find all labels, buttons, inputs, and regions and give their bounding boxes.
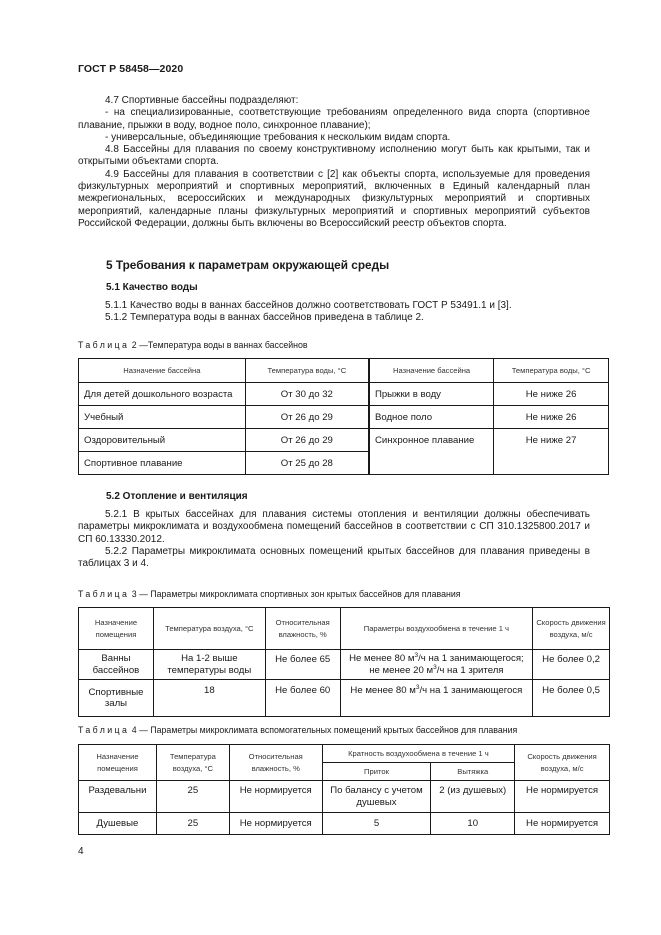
table-3-header-cell: Параметры воздухообмена в течение 1 ч — [340, 608, 532, 650]
table-cell: От 26 до 29 — [245, 429, 369, 452]
table-3-header-cell: Температура воздуха, °С — [153, 608, 265, 650]
superscript: 3 — [433, 663, 437, 671]
table-row — [79, 406, 609, 429]
table-2-caption — [78, 340, 308, 350]
paragraph-4-9: 4.9 Бассейны для плавания в соответствии с [2] как объекты спорта, используемые для проведения физкультурных мероприятий и спортивных мероприятий, включенных в Единый календарный план межрегиональных, всероссийских и международных физкультурных мероприятий и спортивных мероприятий, календарные планы физкультурных мероприятий и спортивных мероприятий субъектов Российской Федерации, должны быть включены во Всероссийский реестр объектов спорта. — [78, 168, 590, 229]
table-cell: Не более 0,2 — [533, 650, 610, 680]
table-cell — [340, 650, 532, 680]
table-row — [79, 650, 610, 680]
table-cell: Не нормируется — [229, 781, 322, 813]
air-exchange-line: /ч на 1 зрителя — [436, 664, 504, 676]
table-3-header-row — [79, 608, 610, 650]
table-cell: 18 — [153, 680, 265, 717]
table-cell: Спортивное плавание — [79, 452, 246, 475]
section-4-text — [78, 95, 590, 230]
page-number: 4 — [78, 846, 84, 857]
table-cell: Прыжки в воду — [369, 383, 494, 406]
table-row — [79, 383, 609, 406]
section-5-1-text — [78, 300, 590, 325]
table-3-title: 3 — Параметры микроклимата спортивных зон крытых бассейнов для плавания — [131, 589, 461, 599]
table-3-header-cell: Скорость движения воздуха, м/с — [533, 608, 610, 650]
table-2 — [78, 358, 609, 475]
table-3-header-cell: Относительная влажность, % — [265, 608, 340, 650]
air-exchange-line: не менее 20 м — [369, 664, 434, 676]
table-2-header-cell: Температура воды, °С — [494, 359, 609, 383]
table-4 — [78, 744, 610, 835]
table-3-header-cell: Назначение помещения — [79, 608, 154, 650]
table-cell: 2 (из душевых) — [431, 781, 515, 813]
table-4-header-cell: Температура воздуха, °С — [156, 745, 229, 781]
table-cell: Не нормируется — [515, 781, 610, 813]
table-cell: Не нормируется — [515, 813, 610, 835]
paragraph-5-1-1: 5.1.1 Качество воды в ваннах бассейнов должно соответствовать ГОСТ Р 53491.1 и [3]. — [105, 300, 512, 311]
table-2-header-cell: Температура воды, °С — [245, 359, 369, 383]
table-cell: Ванны бассейнов — [79, 650, 154, 680]
table-4-header-cell: Назначение помещения — [79, 745, 157, 781]
table-cell: 25 — [156, 813, 229, 835]
subsection-5-1-heading: 5.1 Качество воды — [106, 282, 198, 293]
paragraph-4-7-item-2: - универсальные, объединяющие требования к нескольким видам спорта. — [105, 131, 451, 143]
air-exchange-line: Не менее 80 м — [349, 653, 415, 664]
table-cell: По балансу с учетом душевых — [322, 781, 431, 813]
table-4-header-cell: Относительная влажность, % — [229, 745, 322, 781]
table-4-caption — [78, 725, 517, 735]
paragraph-4-8: 4.8 Бассейны для плавания по своему конструктивному исполнению могут быть как крытыми, так и открытыми объектами спорта. — [78, 144, 590, 168]
table-cell: Раздевальни — [79, 781, 157, 813]
table-4-header-cell: Кратность воздухообмена в течение 1 ч — [322, 745, 514, 763]
paragraph-5-2-2: 5.2.2 Параметры микроклимата основных помещений крытых бассейнов для плавания приведены в таблицах 3 и 4. — [78, 545, 590, 570]
table-cell: Не ниже 27 — [494, 429, 609, 475]
table-2-header-row — [79, 359, 609, 383]
table-cell: Не более 60 — [265, 680, 340, 717]
paragraph-5-1-2: 5.1.2 Температура воды в ваннах бассейнов приведена в таблице 2. — [105, 312, 424, 324]
table-cell — [340, 680, 532, 717]
table-cell: Спортивные залы — [79, 680, 154, 717]
table-cell: Не более 65 — [265, 650, 340, 680]
table-3-label: Таблица — [78, 589, 130, 599]
table-cell: Не ниже 26 — [494, 383, 609, 406]
table-cell: От 25 до 28 — [245, 452, 369, 475]
table-cell: Водное поло — [369, 406, 494, 429]
paragraph-5-2-1: 5.2.1 В крытых бассейнах для плавания системы отопления и вентиляции должны обеспечивать параметры микроклимата и воздухообмена помещений бассейнов в соответствии с СП 310.1325800.2017 и СП 60.13330.2012. — [78, 509, 590, 545]
subsection-5-2-heading: 5.2 Отопление и вентиляция — [106, 491, 248, 502]
table-2-header-cell: Назначение бассейна — [79, 359, 246, 383]
table-4-label: Таблица — [78, 725, 130, 735]
section-5-2-text — [78, 509, 590, 570]
air-exchange-line: /ч на 1 занимающегося — [419, 685, 523, 696]
table-2-title: 2 —Температура воды в ваннах бассейнов — [131, 340, 308, 350]
table-4-header-cell: Вытяжка — [431, 763, 515, 781]
table-cell: Учебный — [79, 406, 246, 429]
table-cell: На 1-2 выше температуры воды — [153, 650, 265, 680]
section-5-heading: 5 Требования к параметрам окружающей среды — [106, 258, 390, 272]
table-row — [79, 680, 610, 717]
table-cell: Не ниже 26 — [494, 406, 609, 429]
paragraph-4-7-item-1: - на специализированные, соответствующие требованиям определенного вида спорта (спортивное плавание, прыжки в воду, водное поло, синхронное плавание); — [78, 107, 590, 131]
table-4-title: 4 — Параметры микроклимата вспомогательных помещений крытых бассейнов для плавания — [131, 725, 518, 735]
table-cell: От 30 до 32 — [245, 383, 369, 406]
table-cell: Для детей дошкольного возраста — [79, 383, 246, 406]
table-cell: Не нормируется — [229, 813, 322, 835]
table-row — [79, 781, 610, 813]
superscript: 3 — [414, 651, 419, 659]
table-2-label: Таблица — [78, 340, 130, 350]
table-cell: Душевые — [79, 813, 157, 835]
table-cell: 5 — [322, 813, 431, 835]
air-exchange-line: /ч на 1 занимающегося; — [418, 653, 524, 664]
table-3 — [78, 607, 610, 717]
table-4-header-cell: Скорость движения воздуха, м/с — [515, 745, 610, 781]
table-cell: От 26 до 29 — [245, 406, 369, 429]
table-2-header-cell: Назначение бассейна — [369, 359, 494, 383]
air-exchange-line: Не менее 80 м — [350, 685, 416, 696]
table-cell: Синхронное плавание — [369, 429, 494, 475]
table-4-header-cell: Приток — [322, 763, 431, 781]
superscript: 3 — [415, 683, 420, 691]
table-row — [79, 813, 610, 835]
table-cell: Оздоровительный — [79, 429, 246, 452]
table-row — [79, 429, 609, 452]
document-code: ГОСТ Р 58458—2020 — [78, 63, 184, 75]
table-cell: 25 — [156, 781, 229, 813]
table-3-caption — [78, 589, 461, 599]
table-4-header-row — [79, 745, 610, 763]
paragraph-4-7: 4.7 Спортивные бассейны подразделяют: — [105, 95, 299, 106]
table-cell: 10 — [431, 813, 515, 835]
table-cell: Не более 0,5 — [533, 680, 610, 717]
